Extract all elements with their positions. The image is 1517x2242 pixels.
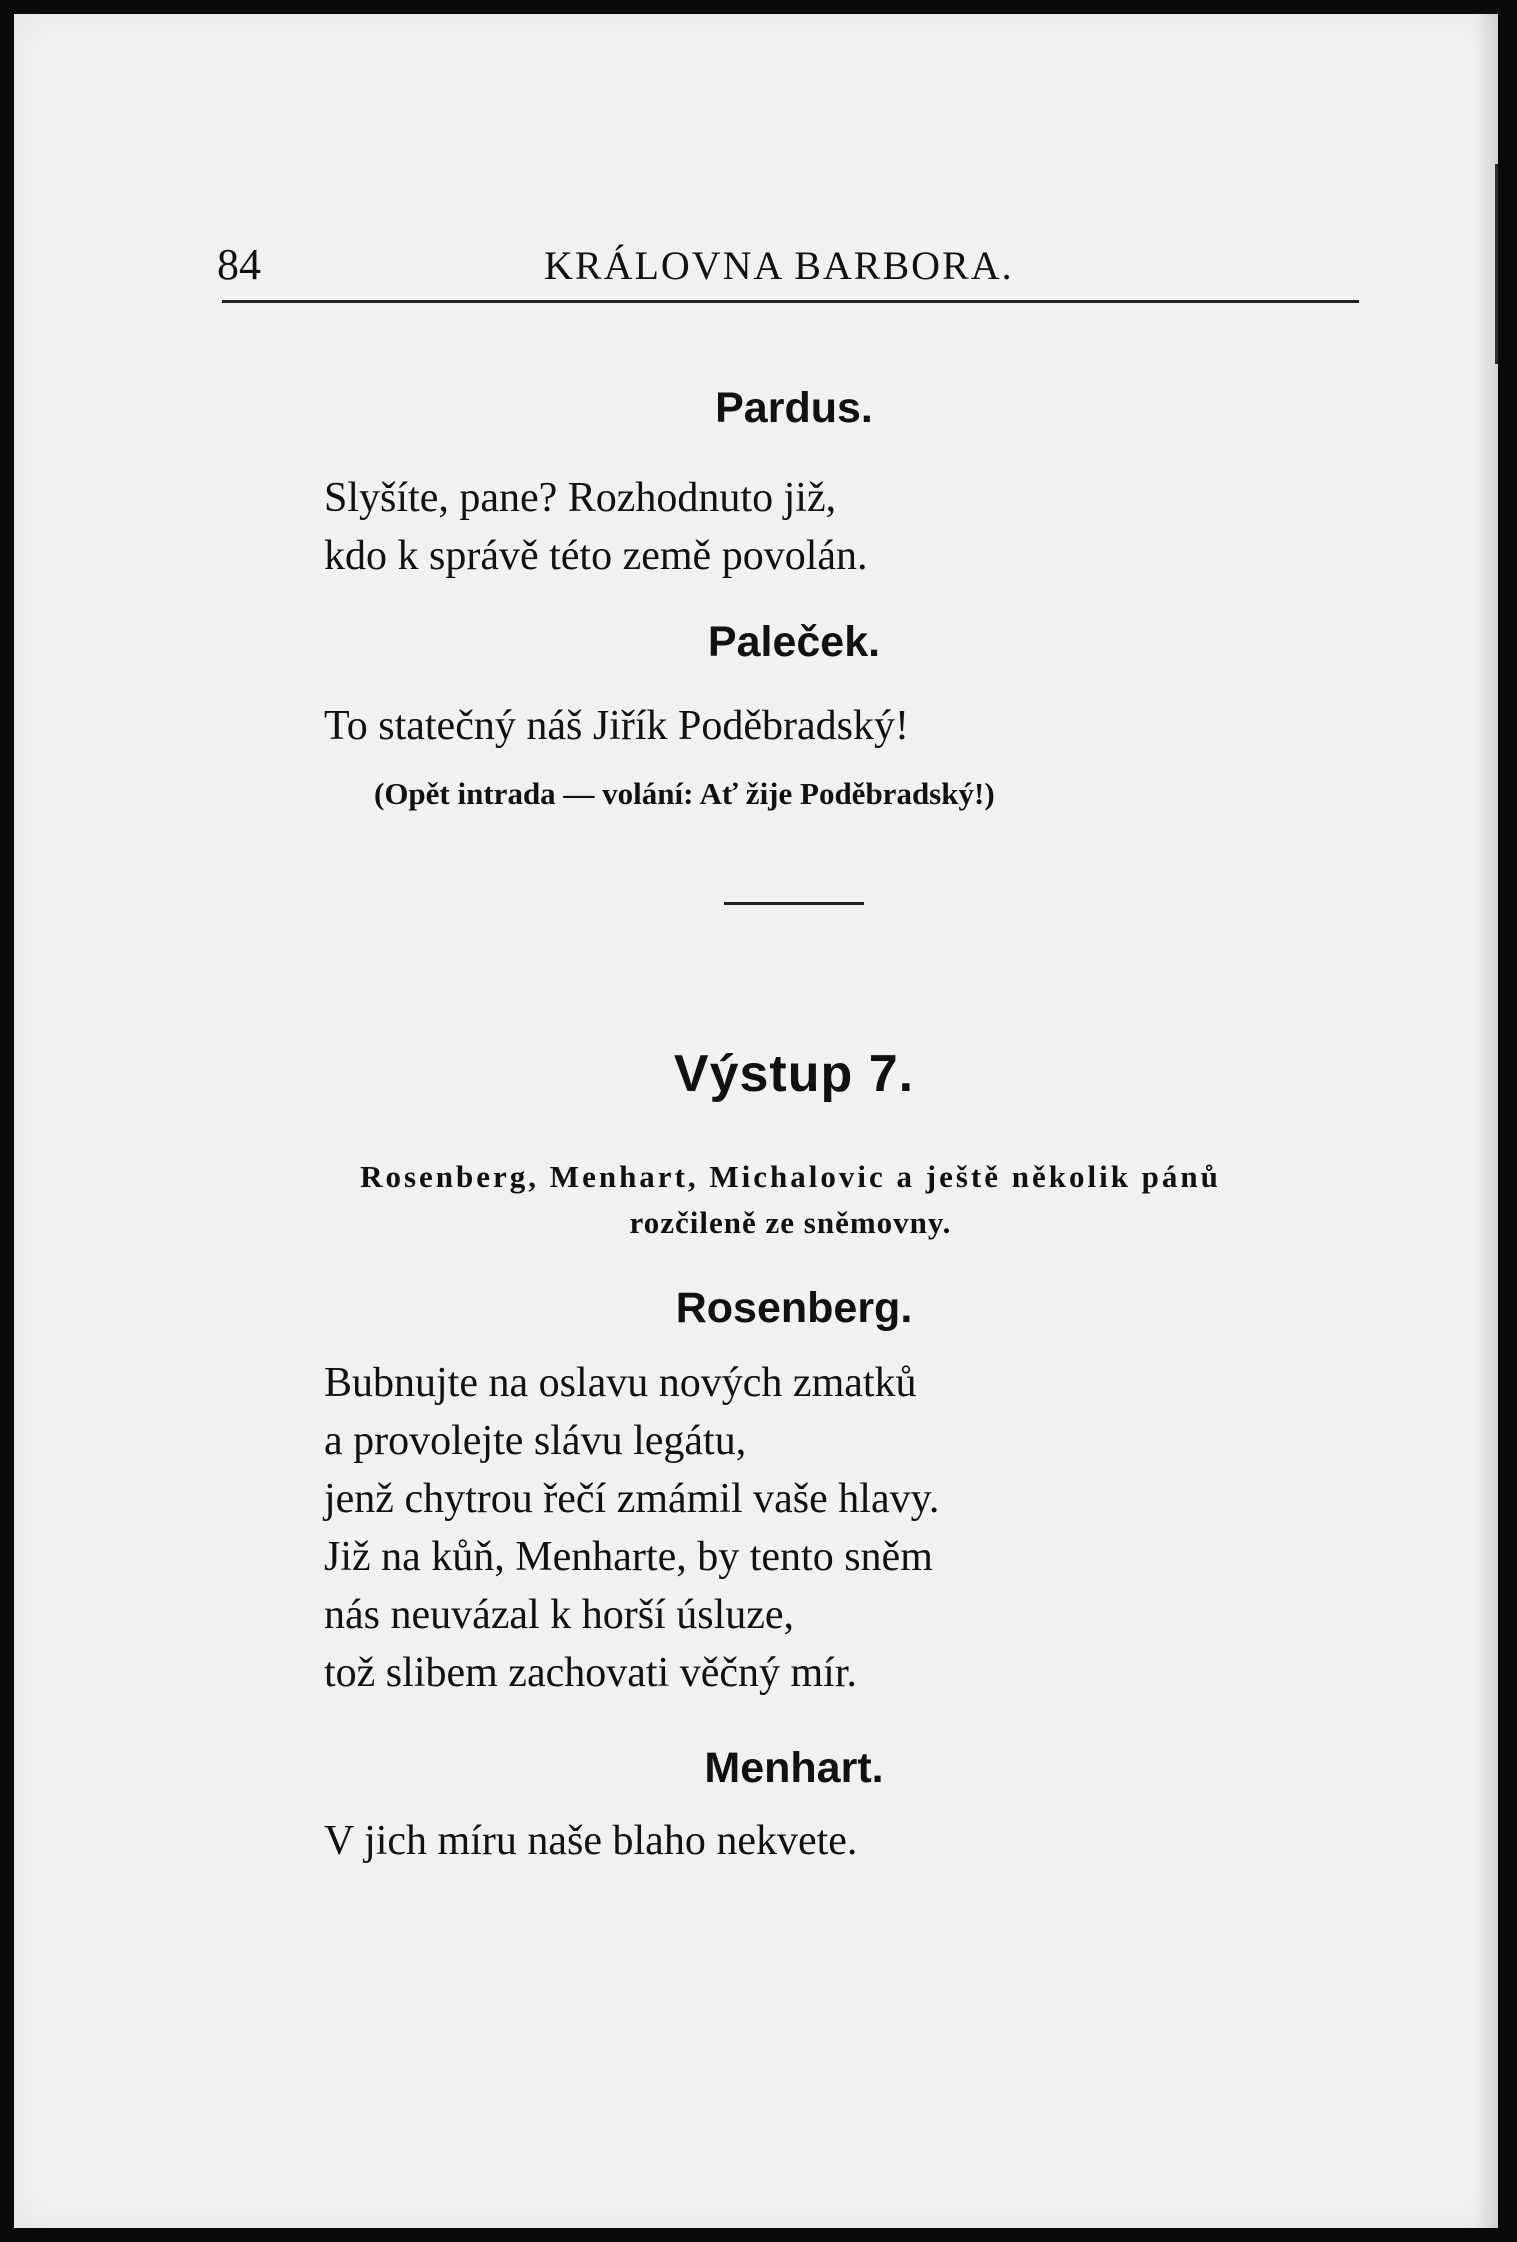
running-title: KRÁLOVNA BARBORA. bbox=[544, 243, 1014, 288]
cast-list bbox=[222, 1154, 1359, 1246]
verse-line: nás neuvázal k horší úsluze, bbox=[324, 1592, 795, 1638]
page-number: 84 bbox=[217, 240, 261, 289]
stage-direction: (Opět intrada — volání: Ať žije Poděbradský!) bbox=[374, 776, 995, 811]
verse-line: jenž chytrou řečí zmámil vaše hlavy. bbox=[324, 1476, 940, 1522]
speaker-menhart: Menhart. bbox=[704, 1744, 884, 1792]
cast-line: Rosenberg, Menhart, Michalovic a ještě několik pánů bbox=[360, 1159, 1221, 1194]
verse-palecek bbox=[324, 697, 909, 755]
verse-line: To statečný náš Jiřík Poděbradský! bbox=[324, 703, 909, 749]
verse-line: Bubnujte na oslavu nových zmatků bbox=[324, 1360, 917, 1406]
scan-edge-mark bbox=[1495, 164, 1498, 364]
verse-line: a provolejte slávu legátu, bbox=[324, 1418, 747, 1464]
verse-line: V jich míru naše blaho nekvete. bbox=[324, 1818, 858, 1864]
verse-line: kdo k správě této země povolán. bbox=[324, 533, 868, 579]
scene-divider bbox=[724, 902, 864, 905]
speaker-palecek: Paleček. bbox=[707, 618, 881, 666]
scene-title: Výstup 7. bbox=[673, 1045, 915, 1103]
verse-rosenberg bbox=[324, 1354, 939, 1702]
cast-line: rozčileně ze sněmovny. bbox=[629, 1205, 952, 1240]
verse-line: tož slibem zachovati věčný mír. bbox=[324, 1650, 857, 1696]
header-rule bbox=[222, 300, 1359, 303]
speaker-rosenberg: Rosenberg. bbox=[675, 1284, 913, 1332]
verse-line: Již na kůň, Menharte, by tento sněm bbox=[324, 1534, 933, 1580]
book-page bbox=[14, 14, 1498, 2228]
verse-pardus bbox=[324, 469, 868, 585]
verse-line: Slyšíte, pane? Rozhodnuto již, bbox=[324, 475, 837, 521]
speaker-pardus: Pardus. bbox=[715, 384, 873, 432]
verse-menhart bbox=[324, 1812, 857, 1870]
